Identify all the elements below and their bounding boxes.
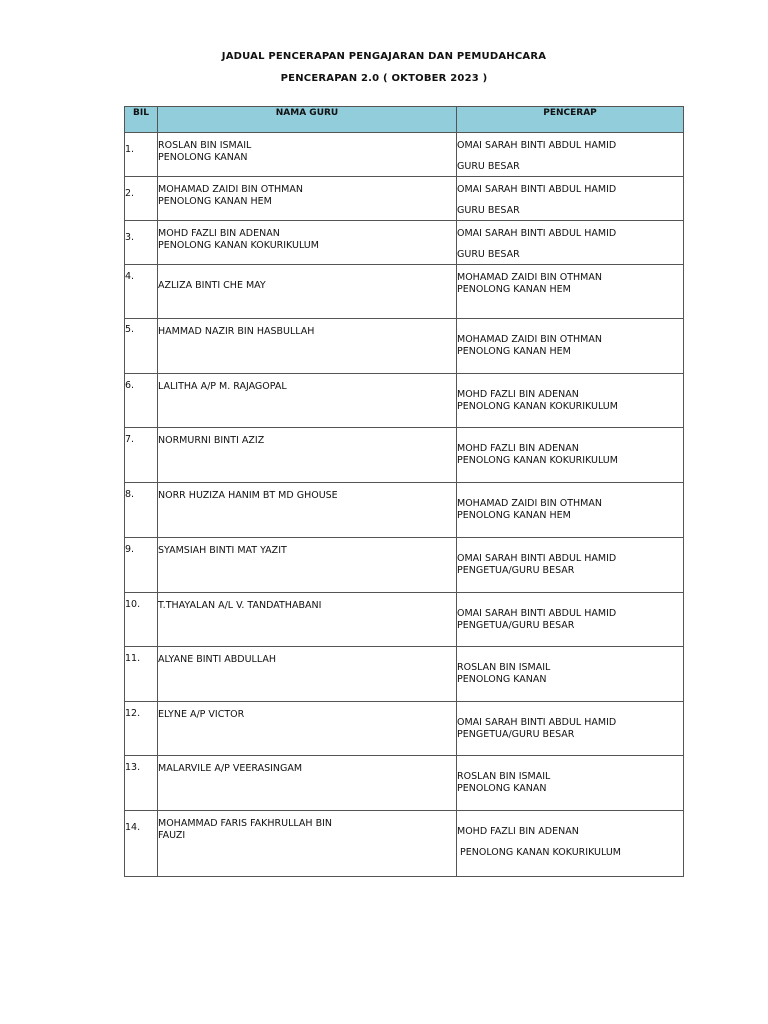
cell-nama-guru — [158, 647, 457, 702]
observer-role: GURU BESAR — [457, 204, 520, 216]
teacher-name: NORMURNI BINTI AZIZ — [158, 435, 265, 446]
cell-nama-guru — [158, 593, 457, 647]
table-row — [125, 483, 684, 538]
teacher-role: FAUZI — [158, 829, 186, 841]
cell-bil: 6. — [125, 374, 158, 428]
teacher-name: MOHD FAZLI BIN ADENAN — [158, 228, 280, 239]
teacher-name: HAMMAD NAZIR BIN HASBULLAH — [158, 326, 315, 337]
schedule-table-body — [125, 133, 684, 877]
cell-nama-guru — [158, 319, 457, 374]
teacher-name: T.THAYALAN A/L V. TANDATHABANI — [158, 600, 322, 611]
teacher-name: ALYANE BINTI ABDULLAH — [158, 654, 277, 665]
teacher-name: NORR HUZIZA HANIM BT MD GHOUSE — [158, 490, 338, 501]
cell-bil: 7. — [125, 428, 158, 483]
cell-nama-guru — [158, 428, 457, 483]
observer-name: MOHD FAZLI BIN ADENAN — [457, 443, 579, 454]
cell-nama-guru — [158, 756, 457, 811]
observer-role: PENOLONG KANAN — [457, 782, 547, 794]
table-row — [125, 177, 684, 221]
observer-role: PENGETUA/GURU BESAR — [457, 619, 575, 631]
table-row — [125, 428, 684, 483]
teacher-role: PENOLONG KANAN KOKURIKULUM — [158, 239, 319, 251]
schedule-table — [124, 106, 684, 877]
document-subtitle: PENCERAPAN 2.0 ( OKTOBER 2023 ) — [280, 73, 488, 84]
spacer — [457, 240, 683, 249]
table-row — [125, 133, 684, 177]
teacher-name: ROSLAN BIN ISMAIL — [158, 140, 252, 151]
observer-role: PENGETUA/GURU BESAR — [457, 564, 575, 576]
table-row — [125, 702, 684, 756]
cell-nama-guru — [158, 177, 457, 221]
cell-pencerap — [457, 177, 684, 221]
table-row — [125, 538, 684, 593]
header-nama-guru: NAMA GURU — [158, 107, 457, 133]
observer-role: PENOLONG KANAN KOKURIKULUM — [457, 400, 618, 412]
cell-pencerap — [457, 221, 684, 265]
teacher-name: SYAMSIAH BINTI MAT YAZIT — [158, 545, 287, 556]
table-row — [125, 221, 684, 265]
cell-bil: 1. — [125, 133, 158, 177]
document-title: JADUAL PENCERAPAN PENGAJARAN DAN PEMUDAHCARA — [221, 51, 547, 62]
observer-name: ROSLAN BIN ISMAIL — [457, 771, 551, 782]
cell-pencerap — [457, 647, 684, 702]
cell-nama-guru — [158, 702, 457, 756]
cell-pencerap — [457, 374, 684, 428]
teacher-name: MOHAMAD ZAIDI BIN OTHMAN — [158, 184, 303, 195]
cell-nama-guru — [158, 265, 457, 319]
teacher-name: LALITHA A/P M. RAJAGOPAL — [158, 381, 287, 392]
observer-name: MOHD FAZLI BIN ADENAN — [457, 389, 579, 400]
observer-role: PENGETUA/GURU BESAR — [457, 728, 575, 740]
cell-pencerap — [457, 133, 684, 177]
table-row — [125, 811, 684, 877]
teacher-name: MOHAMMAD FARIS FAKHRULLAH BIN — [158, 818, 332, 829]
cell-pencerap — [457, 538, 684, 593]
cell-bil: 3. — [125, 221, 158, 265]
observer-role: PENOLONG KANAN KOKURIKULUM — [457, 846, 621, 858]
table-row — [125, 319, 684, 374]
cell-nama-guru — [158, 538, 457, 593]
observer-name: MOHAMAD ZAIDI BIN OTHMAN — [457, 334, 602, 345]
cell-nama-guru — [158, 483, 457, 538]
cell-nama-guru — [158, 221, 457, 265]
spacer — [457, 838, 683, 847]
cell-bil: 14. — [125, 811, 158, 877]
teacher-role: PENOLONG KANAN HEM — [158, 195, 272, 207]
teacher-name: ELYNE A/P VICTOR — [158, 709, 245, 720]
observer-name: OMAI SARAH BINTI ABDUL HAMID — [457, 140, 617, 151]
observer-name: OMAI SARAH BINTI ABDUL HAMID — [457, 717, 617, 728]
cell-pencerap — [457, 811, 684, 877]
cell-bil: 12. — [125, 702, 158, 756]
cell-bil: 13. — [125, 756, 158, 811]
cell-bil: 2. — [125, 177, 158, 221]
cell-pencerap — [457, 265, 684, 319]
cell-bil: 5. — [125, 319, 158, 374]
cell-nama-guru — [158, 811, 457, 877]
cell-pencerap — [457, 483, 684, 538]
teacher-role: PENOLONG KANAN — [158, 151, 248, 163]
observer-name: OMAI SARAH BINTI ABDUL HAMID — [457, 184, 617, 195]
spacer — [457, 196, 683, 205]
header-pencerap: PENCERAP — [457, 107, 684, 133]
cell-bil: 4. — [125, 265, 158, 319]
table-row — [125, 374, 684, 428]
observer-name: MOHD FAZLI BIN ADENAN — [457, 826, 579, 837]
table-header-row — [125, 107, 684, 133]
cell-pencerap — [457, 756, 684, 811]
cell-nama-guru — [158, 133, 457, 177]
observer-name: MOHAMAD ZAIDI BIN OTHMAN — [457, 272, 602, 283]
cell-bil: 9. — [125, 538, 158, 593]
teacher-name: AZLIZA BINTI CHE MAY — [158, 280, 266, 291]
observer-role: PENOLONG KANAN — [457, 673, 547, 685]
table-row — [125, 647, 684, 702]
cell-pencerap — [457, 702, 684, 756]
observer-role: PENOLONG KANAN KOKURIKULUM — [457, 454, 618, 466]
observer-name: ROSLAN BIN ISMAIL — [457, 662, 551, 673]
observer-role: GURU BESAR — [457, 160, 520, 172]
observer-role: PENOLONG KANAN HEM — [457, 509, 571, 521]
observer-name: OMAI SARAH BINTI ABDUL HAMID — [457, 553, 617, 564]
observer-role: GURU BESAR — [457, 248, 520, 260]
cell-pencerap — [457, 428, 684, 483]
table-row — [125, 756, 684, 811]
table-row — [125, 593, 684, 647]
observer-role: PENOLONG KANAN HEM — [457, 345, 571, 357]
table-row — [125, 265, 684, 319]
teacher-name: MALARVILE A/P VEERASINGAM — [158, 763, 303, 774]
header-bil: BIL — [125, 107, 158, 133]
observer-role: PENOLONG KANAN HEM — [457, 283, 571, 295]
cell-nama-guru — [158, 374, 457, 428]
cell-pencerap — [457, 593, 684, 647]
spacer — [457, 152, 683, 161]
cell-bil: 10. — [125, 593, 158, 647]
cell-pencerap — [457, 319, 684, 374]
cell-bil: 8. — [125, 483, 158, 538]
observer-name: MOHAMAD ZAIDI BIN OTHMAN — [457, 498, 602, 509]
cell-bil: 11. — [125, 647, 158, 702]
observer-name: OMAI SARAH BINTI ABDUL HAMID — [457, 608, 617, 619]
observer-name: OMAI SARAH BINTI ABDUL HAMID — [457, 228, 617, 239]
